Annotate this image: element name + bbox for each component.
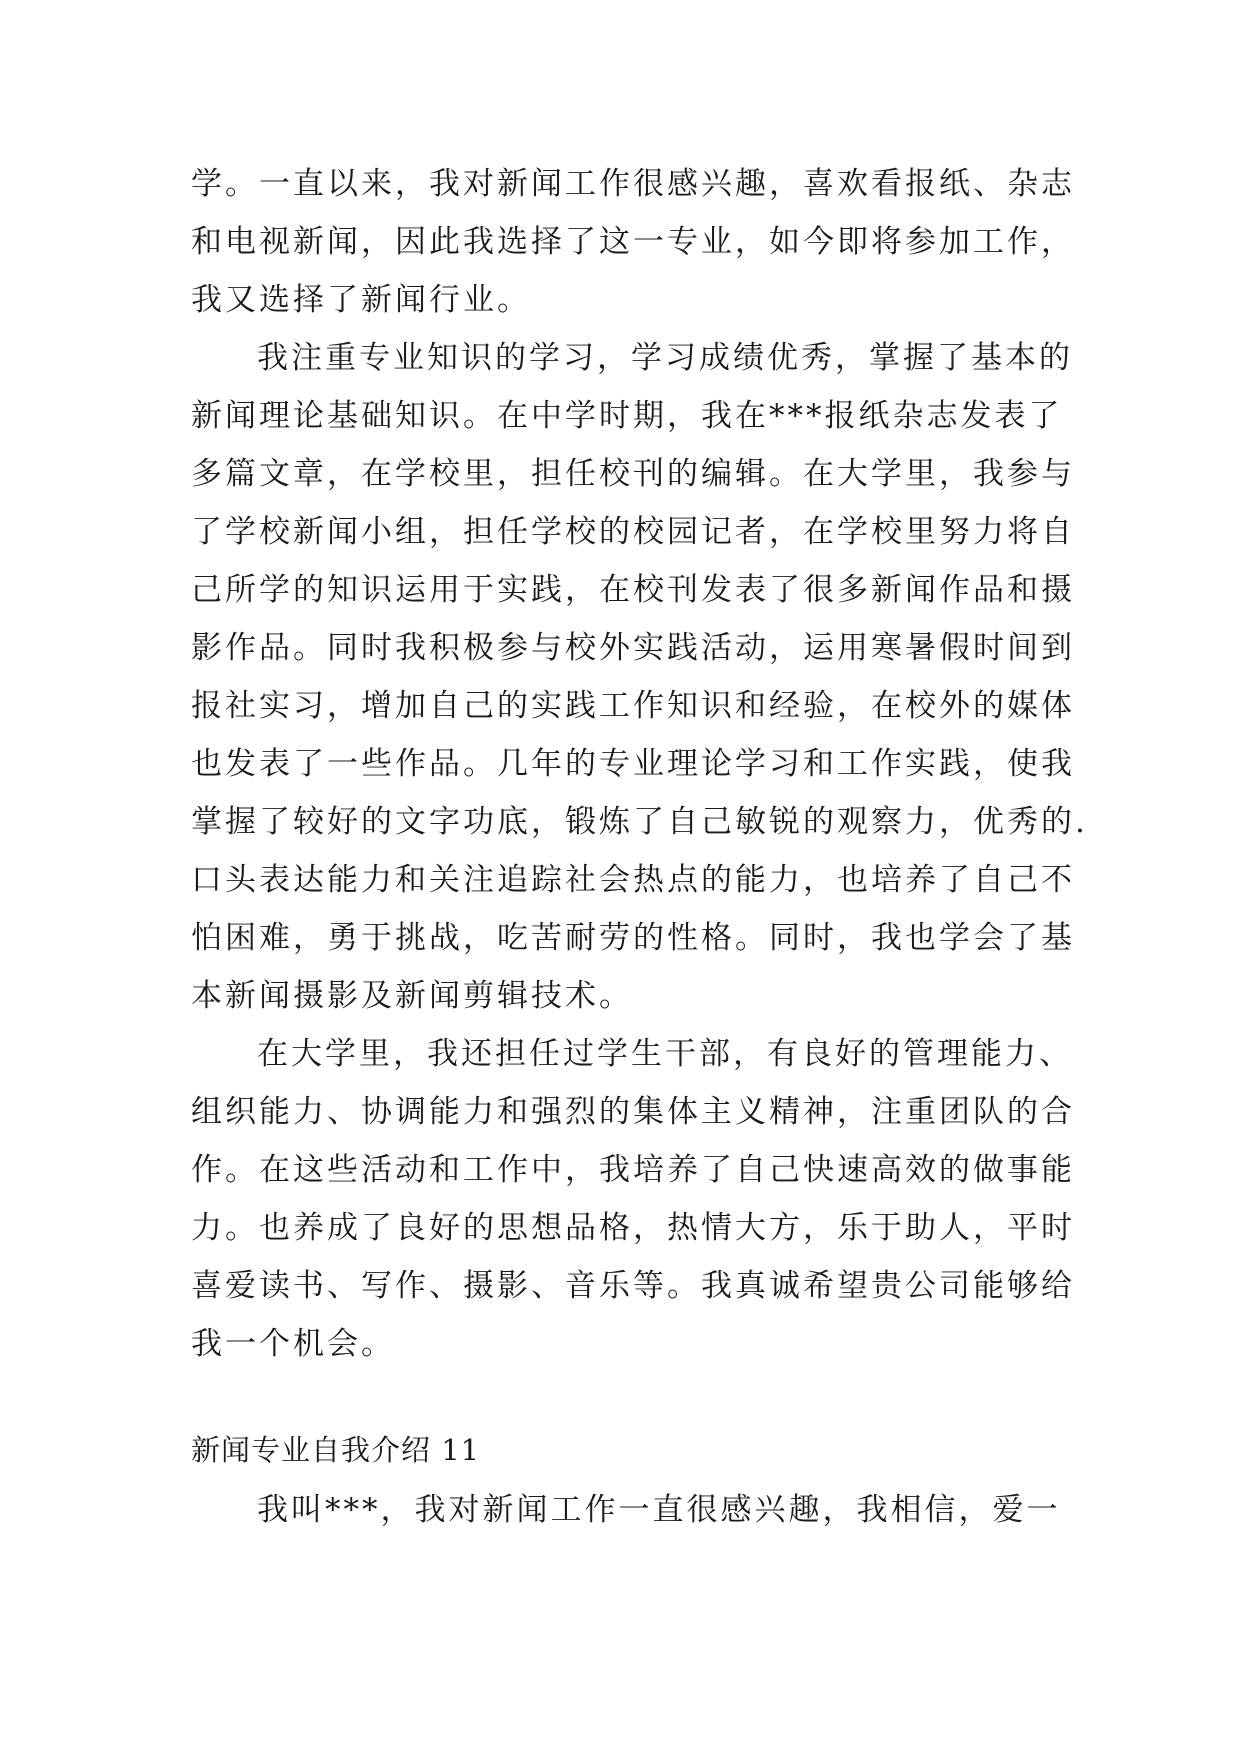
- paragraph-line: 新闻理论基础知识。在中学时期，我在***报纸杂志发表了: [191, 398, 1063, 434]
- paragraph-line: 在大学里，我还担任过学生干部，有良好的管理能力、: [257, 1036, 1073, 1072]
- paragraph-line: 己所学的知识运用于实践，在校刊发表了很多新闻作品和摄: [191, 572, 1075, 608]
- paragraph-line: 作。在这些活动和工作中，我培养了自己快速高效的做事能: [191, 1152, 1075, 1188]
- paragraph-line: 怕困难，勇于挑战，吃苦耐劳的性格。同时，我也学会了基: [191, 920, 1075, 956]
- paragraph-line: 多篇文章，在学校里，担任校刊的编辑。在大学里，我参与: [191, 456, 1075, 492]
- paragraph-line: 学。一直以来，我对新闻工作很感兴趣，喜欢看报纸、杂志: [191, 166, 1075, 202]
- paragraph-line: 也发表了一些作品。几年的专业理论学习和工作实践，使我: [191, 746, 1075, 782]
- paragraph-line: 口头表达能力和关注追踪社会热点的能力，也培养了自己不: [191, 862, 1075, 898]
- paragraph-line: 报社实习，增加自己的实践工作知识和经验，在校外的媒体: [191, 688, 1075, 724]
- paragraph-line: 组织能力、协调能力和强烈的集体主义精神，注重团队的合: [191, 1094, 1075, 1130]
- paragraph-line: 本新闻摄影及新闻剪辑技术。: [191, 978, 633, 1014]
- paragraph-line: 力。也养成了良好的思想品格，热情大方，乐于助人，平时: [191, 1210, 1075, 1246]
- paragraph-line: 我叫***，我对新闻工作一直很感兴趣，我相信，爱一: [257, 1492, 1061, 1528]
- paragraph-line: 我一个机会。: [191, 1326, 395, 1362]
- paragraph-line: 喜爱读书、写作、摄影、音乐等。我真诚希望贵公司能够给: [191, 1268, 1075, 1304]
- paragraph-line: 我又选择了新闻行业。: [191, 282, 531, 318]
- paragraph-line: 和电视新闻，因此我选择了这一专业，如今即将参加工作，: [191, 224, 1075, 260]
- paragraph-line: 我注重专业知识的学习，学习成绩优秀，掌握了基本的: [257, 340, 1073, 376]
- paragraph-line: 了学校新闻小组，担任学校的校园记者，在学校里努力将自: [191, 514, 1075, 550]
- section-heading: 新闻专业自我介绍 11: [191, 1433, 481, 1467]
- paragraph-line: 影作品。同时我积极参与校外实践活动，运用寒暑假时间到: [191, 630, 1075, 666]
- paragraph-line: 掌握了较好的文字功底，锻炼了自己敏锐的观察力，优秀的.: [191, 804, 1088, 840]
